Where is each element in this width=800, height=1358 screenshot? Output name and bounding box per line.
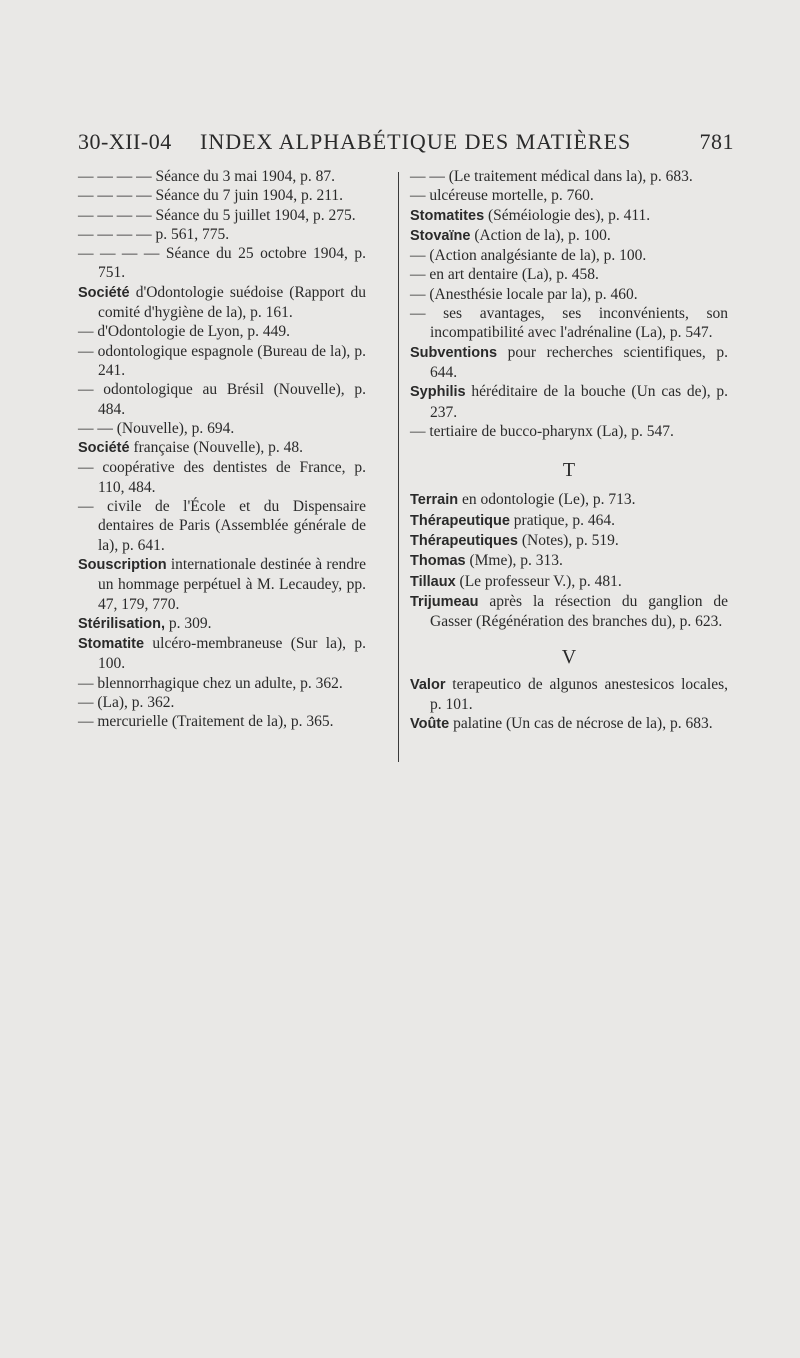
- entry-text: — coopérative des dentistes de France, p. 110, 484.: [78, 459, 366, 496]
- section-letter-t: T: [562, 459, 576, 482]
- entry-headword: Stérilisation,: [78, 615, 166, 632]
- index-entry: [78, 712, 366, 731]
- index-entry: [78, 206, 366, 225]
- entry-headword: Terrain: [410, 492, 459, 509]
- index-entry: [78, 322, 366, 341]
- entry-text: héréditaire de la bouche (Un cas de), p. 237.: [430, 383, 728, 421]
- entry-text: — ulcéreuse mortelle, p. 760.: [410, 187, 594, 205]
- entry-text: — en art dentaire (La), p. 458.: [410, 266, 599, 284]
- index-entry: [410, 167, 728, 186]
- entry-text: — blennorrhagique chez un adulte, p. 362.: [78, 674, 343, 692]
- entry-headword: Souscription: [78, 556, 167, 573]
- index-entry: [410, 265, 728, 284]
- index-entry: [410, 226, 728, 246]
- entry-headword: Stovaïne: [410, 227, 471, 244]
- entry-text: (Notes), p. 519.: [517, 532, 619, 550]
- entry-headword: Stomatite: [78, 636, 145, 653]
- index-entry: [78, 614, 366, 634]
- section-v: [410, 675, 728, 735]
- index-entry: [78, 555, 366, 614]
- index-entry: [78, 380, 366, 419]
- left-column: [78, 167, 366, 732]
- entry-text: (Action de la), p. 100.: [470, 226, 611, 244]
- entry-text: pratique, p. 464.: [509, 511, 615, 529]
- entry-headword: Tillaux: [410, 573, 456, 590]
- entry-text: d'Odontologie suédoise (Rapport du comité d'hygiène de la), p. 161.: [98, 283, 366, 322]
- entry-headword: Stomatites: [410, 207, 485, 224]
- index-entry: [410, 285, 728, 304]
- entry-text: p. 309.: [165, 614, 212, 632]
- entry-headword: Société: [78, 440, 130, 457]
- index-entry: [410, 675, 728, 715]
- page-header: [78, 129, 734, 159]
- index-entry: [410, 490, 728, 510]
- index-entry: [78, 244, 366, 283]
- index-entry: [78, 458, 366, 497]
- entry-headword: Thérapeutique: [410, 512, 510, 529]
- index-entry: [78, 438, 366, 458]
- section-s-continued: [410, 167, 728, 441]
- index-entry: [78, 342, 366, 381]
- section-t: [410, 490, 728, 631]
- entry-text: pour recherches scientifiques, p. 644.: [430, 343, 728, 381]
- entry-text: — (Action analgésiante de la), p. 100.: [410, 247, 647, 265]
- index-entry: [410, 422, 728, 441]
- entry-text: terapeutico de algunos anestesicos locales, p. 101.: [430, 675, 728, 714]
- entry-text: — (Anesthésie locale par la), p. 460.: [410, 285, 638, 303]
- page-number: 781: [699, 129, 734, 154]
- header-date: 30-XII-04: [78, 129, 172, 154]
- entry-text: — — — — Séance du 25 octobre 1904, p. 751.: [78, 245, 366, 282]
- entry-headword: Subventions: [410, 344, 498, 361]
- index-entry: [78, 419, 366, 438]
- entry-text: palatine (Un cas de nécrose de la), p. 683.: [449, 715, 713, 733]
- entry-text: — — (Nouvelle), p. 694.: [78, 419, 235, 437]
- entry-text: (Séméiologie des), p. 411.: [484, 206, 651, 224]
- index-entry: [78, 693, 366, 712]
- index-entry: [410, 186, 728, 205]
- index-entry: [78, 674, 366, 693]
- index-entry: [410, 382, 728, 422]
- entry-text: en odontologie (Le), p. 713.: [458, 491, 636, 509]
- entry-headword: Syphilis: [410, 384, 466, 401]
- index-entry: [78, 167, 366, 186]
- entry-headword: Thomas: [410, 553, 466, 570]
- entry-text: internationale destinée à rendre un hommage perpétuel à M. Lecaudey, pp. 47, 179, 770.: [98, 555, 366, 613]
- index-entry: [410, 531, 728, 551]
- entry-text: — — — — Séance du 7 juin 1904, p. 211.: [78, 187, 344, 205]
- entry-text: — odontologique espagnole (Bureau de la), p. 241.: [78, 342, 366, 379]
- entry-text: — mercurielle (Traitement de la), p. 365.: [78, 713, 334, 731]
- index-entry: [410, 206, 728, 226]
- entry-text: — d'Odontologie de Lyon, p. 449.: [78, 323, 291, 341]
- index-entry: [78, 497, 366, 555]
- index-entry: [410, 551, 728, 571]
- index-entry: [78, 186, 366, 205]
- entry-text: — — — — p. 561, 775.: [78, 225, 230, 243]
- entry-text: (Le professeur V.), p. 481.: [455, 572, 622, 590]
- entry-headword: Voûte: [410, 716, 450, 733]
- index-entry: [78, 634, 366, 674]
- entry-headword: Valor: [410, 676, 446, 693]
- index-entry: [410, 511, 728, 531]
- index-entry: [410, 714, 728, 734]
- entry-text: — (La), p. 362.: [78, 694, 175, 712]
- entry-text: — ses avantages, ses inconvénients, son incompatibilité avec l'adrénaline (La), p. 547.: [410, 305, 728, 342]
- entry-text: — odontologique au Brésil (Nouvelle), p. 484.: [78, 381, 366, 418]
- entry-text: — — — — Séance du 5 juillet 1904, p. 275.: [78, 206, 356, 224]
- entry-text: française (Nouvelle), p. 48.: [129, 439, 304, 457]
- index-entry: [410, 304, 728, 343]
- entry-text: (Mme), p. 313.: [465, 552, 563, 570]
- entry-text: — — (Le traitement médical dans la), p. 683.: [410, 168, 693, 185]
- entry-headword: Thérapeutiques: [410, 533, 518, 550]
- index-entry: [410, 592, 728, 632]
- entry-text: — tertiaire de bucco-pharynx (La), p. 547.: [410, 422, 674, 440]
- index-entry: [410, 572, 728, 592]
- entry-text: après la résection du ganglion de Gasser (Régénération des branches du), p. 623.: [430, 592, 728, 631]
- right-column: [410, 167, 728, 735]
- entry-headword: Société: [78, 284, 130, 301]
- section-letter-v: V: [561, 645, 577, 668]
- entry-headword: Trijumeau: [410, 593, 479, 610]
- header-title: INDEX ALPHABÉTIQUE DES MATIÈRES: [200, 129, 632, 154]
- entry-text: ulcéro-membraneuse (Sur la), p. 100.: [98, 635, 366, 673]
- entry-text: — civile de l'École et du Dispensaire dentaires de Paris (Assemblée générale de la), p. 641.: [78, 498, 366, 554]
- index-entry: [78, 225, 366, 244]
- index-entry: [78, 283, 366, 323]
- index-entry: [410, 343, 728, 383]
- column-divider: [398, 172, 399, 762]
- entry-text: — — — — Séance du 3 mai 1904, p. 87.: [78, 168, 336, 185]
- index-entry: [410, 246, 728, 265]
